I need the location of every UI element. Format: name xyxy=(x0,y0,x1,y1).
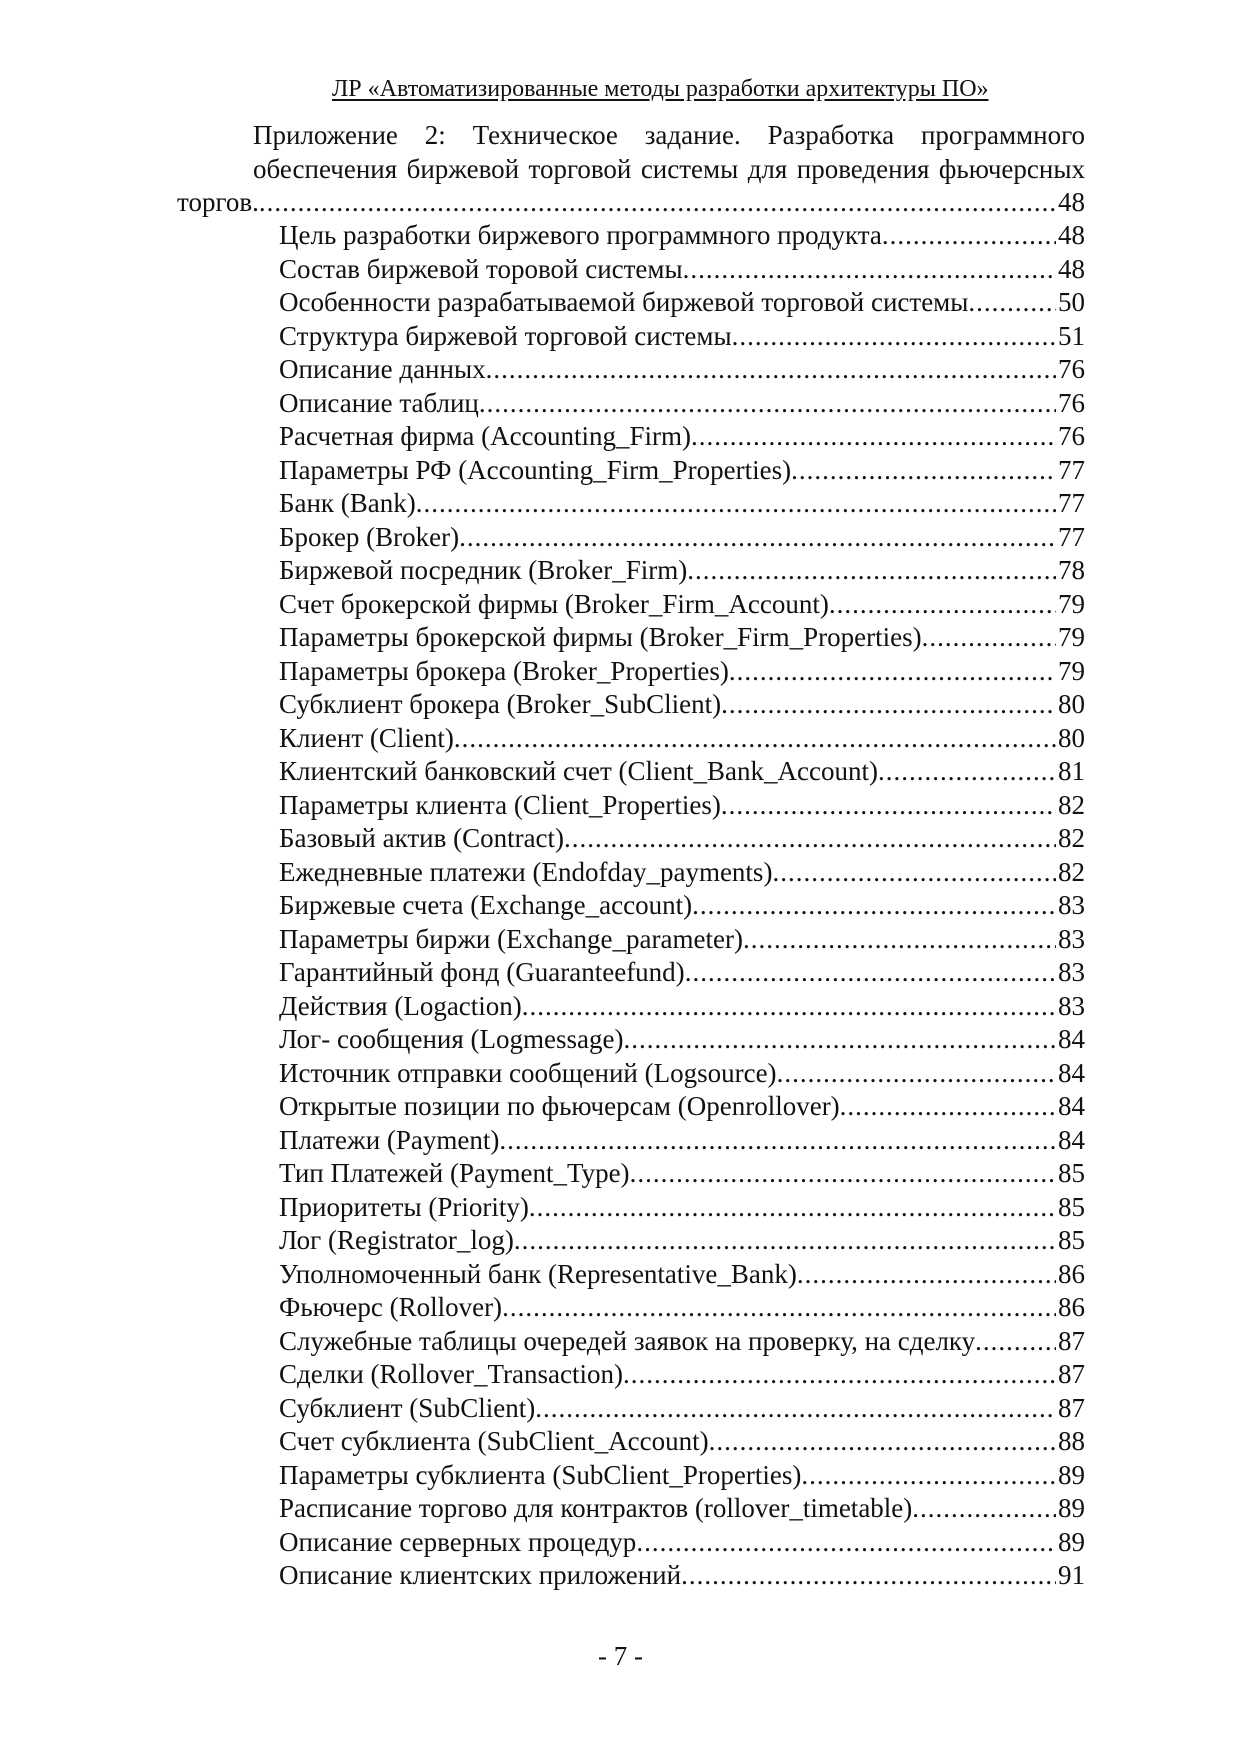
dot-leader xyxy=(630,1157,1056,1191)
toc-entry-title: Ежедневные платежи (Endofday_payments) xyxy=(279,856,773,887)
toc-entry[interactable] xyxy=(279,722,1085,756)
toc-entry-page: 48 xyxy=(1058,187,1085,217)
dot-leader xyxy=(522,990,1056,1024)
toc-entry[interactable] xyxy=(279,1191,1085,1225)
toc-entry-page: 48 xyxy=(1058,253,1085,284)
dot-leader xyxy=(729,655,1056,689)
toc-entry-title: Расписание торгово для контрактов (rollover_timetable) xyxy=(279,1493,913,1523)
toc-entry-page: 85 xyxy=(1058,1225,1085,1255)
dot-leader xyxy=(459,521,1056,555)
toc-entry-title: Цель разработки биржевого программного продукта xyxy=(279,220,882,250)
dot-leader xyxy=(416,487,1056,521)
dot-leader xyxy=(709,1425,1056,1459)
running-header: ЛР «Автоматизированные методы разработки архитектуры ПО» xyxy=(332,76,989,102)
toc-entry[interactable] xyxy=(279,1559,1085,1593)
toc-entry-title: Описание таблиц xyxy=(279,387,479,418)
dot-leader xyxy=(623,1023,1056,1057)
toc-entry-title: Источник отправки сообщений (Logsource) xyxy=(279,1057,777,1088)
toc-entry-title: Расчетная фирма (Accounting_Firm) xyxy=(279,421,692,451)
dot-leader xyxy=(732,320,1056,354)
toc-entry[interactable] xyxy=(279,1224,1085,1258)
toc-entry[interactable] xyxy=(279,1124,1085,1158)
toc-entry-title: Служебные таблицы очередей заявок на проверку, на сделку xyxy=(279,1325,976,1356)
toc-entry-title: Описание клиентских приложений xyxy=(279,1560,682,1590)
table-of-contents xyxy=(279,219,1085,1593)
toc-entry-page: 84 xyxy=(1058,1124,1085,1155)
toc-entry-title: Уполномоченный банк (Representative_Bank) xyxy=(279,1258,797,1289)
dot-leader xyxy=(535,1392,1056,1426)
toc-entry-page: 80 xyxy=(1058,722,1085,753)
appendix-heading-entry[interactable] xyxy=(177,186,1085,220)
toc-entry-title: Брокер (Broker) xyxy=(279,521,460,552)
toc-entry[interactable] xyxy=(279,789,1085,823)
dot-leader xyxy=(685,956,1056,990)
dot-leader xyxy=(772,856,1056,890)
toc-entry-title: Описание данных xyxy=(279,354,486,384)
dot-leader xyxy=(882,219,1056,253)
toc-entry[interactable] xyxy=(279,1090,1085,1124)
toc-entry[interactable] xyxy=(279,353,1085,387)
toc-entry[interactable] xyxy=(279,1459,1085,1493)
toc-entry-page: 76 xyxy=(1058,354,1085,384)
toc-entry[interactable] xyxy=(279,755,1085,789)
toc-entry-page: 80 xyxy=(1058,689,1085,719)
toc-entry-page: 86 xyxy=(1058,1258,1085,1289)
toc-entry-title: Клиент (Client) xyxy=(279,722,454,753)
toc-entry-title: Лог (Registrator_log) xyxy=(279,1225,514,1255)
toc-entry[interactable] xyxy=(279,387,1085,421)
toc-entry-page: 91 xyxy=(1058,1560,1085,1590)
dot-leader xyxy=(777,1057,1056,1091)
toc-entry-title: торгов. xyxy=(177,187,259,217)
toc-entry[interactable] xyxy=(279,1057,1085,1091)
toc-entry[interactable] xyxy=(279,1392,1085,1426)
toc-entry-title: Тип Платежей (Payment_Type) xyxy=(279,1158,630,1188)
toc-entry-page: 84 xyxy=(1058,1024,1085,1054)
dot-leader xyxy=(801,1459,1056,1493)
toc-entry-title: Фьючерс (Rollover) xyxy=(279,1292,503,1322)
toc-entry-title: Параметры биржи (Exchange_parameter) xyxy=(279,923,743,954)
toc-entry-page: 77 xyxy=(1058,454,1085,485)
toc-entry-title: Сделки (Rollover_Transaction) xyxy=(279,1359,623,1389)
toc-entry-title: Состав биржевой торовой системы xyxy=(279,253,683,284)
dot-leader xyxy=(683,253,1056,287)
dot-leader xyxy=(692,889,1056,923)
toc-entry[interactable] xyxy=(279,286,1085,320)
dot-leader xyxy=(502,1291,1056,1325)
dot-leader xyxy=(791,454,1056,488)
toc-entry-page: 83 xyxy=(1058,923,1085,954)
toc-entry-title: Параметры РФ (Accounting_Firm_Properties) xyxy=(279,454,792,485)
dot-leader xyxy=(623,1358,1056,1392)
toc-entry-title: Открытые позиции по фьючерсам (Openrollover) xyxy=(279,1091,840,1121)
toc-entry[interactable] xyxy=(279,822,1085,856)
toc-entry-title: Счет брокерской фирмы (Broker_Firm_Account) xyxy=(279,588,829,619)
toc-entry-page: 48 xyxy=(1058,220,1085,250)
dot-leader xyxy=(687,554,1056,588)
toc-entry-title: Гарантийный фонд (Guaranteefund) xyxy=(279,957,685,987)
toc-entry-page: 87 xyxy=(1058,1392,1085,1423)
toc-entry-title: Параметры брокера (Broker_Properties) xyxy=(279,655,729,686)
toc-entry[interactable] xyxy=(279,588,1085,622)
toc-entry-page: 83 xyxy=(1058,957,1085,987)
dot-leader xyxy=(721,789,1056,823)
dot-leader xyxy=(636,1526,1056,1560)
toc-entry-title: Банк (Bank) xyxy=(279,488,416,518)
toc-entry[interactable] xyxy=(279,1291,1085,1325)
toc-entry-page: 82 xyxy=(1058,789,1085,820)
toc-entry-title: Описание серверных процедур xyxy=(279,1526,637,1557)
toc-entry[interactable] xyxy=(279,621,1085,655)
dot-leader xyxy=(968,286,1056,320)
toc-entry[interactable] xyxy=(279,521,1085,555)
dot-leader xyxy=(479,387,1056,421)
toc-entry[interactable] xyxy=(279,1023,1085,1057)
toc-entry-title: Приоритеты (Priority) xyxy=(279,1191,529,1222)
toc-entry-page: 79 xyxy=(1058,655,1085,686)
dot-leader xyxy=(259,186,1056,220)
toc-entry-title: Лог- сообщения (Logmessage) xyxy=(279,1024,624,1054)
dot-leader xyxy=(499,1124,1056,1158)
dot-leader xyxy=(829,588,1056,622)
toc-entry-page: 79 xyxy=(1058,622,1085,652)
toc-entry-page: 89 xyxy=(1058,1459,1085,1490)
toc-entry-title: Счет субклиента (SubClient_Account) xyxy=(279,1426,709,1456)
toc-entry-page: 87 xyxy=(1058,1325,1085,1356)
toc-entry-page: 86 xyxy=(1058,1292,1085,1322)
appendix-heading xyxy=(177,119,1085,220)
dot-leader xyxy=(721,688,1056,722)
toc-entry-page: 79 xyxy=(1058,588,1085,619)
toc-entry[interactable] xyxy=(279,956,1085,990)
toc-entry[interactable] xyxy=(279,420,1085,454)
toc-entry-page: 76 xyxy=(1058,421,1085,451)
toc-entry-page: 77 xyxy=(1058,488,1085,518)
toc-entry-page: 50 xyxy=(1058,287,1085,317)
toc-entry[interactable] xyxy=(279,1425,1085,1459)
toc-entry-title: Биржевой посредник (Broker_Firm) xyxy=(279,555,688,585)
toc-entry-page: 84 xyxy=(1058,1091,1085,1121)
dot-leader xyxy=(454,722,1056,756)
toc-entry-page: 76 xyxy=(1058,387,1085,418)
toc-entry-page: 88 xyxy=(1058,1426,1085,1456)
dot-leader xyxy=(529,1191,1056,1225)
toc-entry[interactable] xyxy=(279,1526,1085,1560)
toc-entry-page: 85 xyxy=(1058,1158,1085,1188)
appendix-heading-line-2: обеспечения биржевой торговой системы для проведения фьючерсных xyxy=(253,153,1085,184)
appendix-heading-line-1: Приложение 2: Техническое задание. Разработка программного xyxy=(253,120,1085,150)
toc-entry[interactable] xyxy=(279,856,1085,890)
toc-entry-page: 77 xyxy=(1058,521,1085,552)
toc-entry[interactable] xyxy=(279,253,1085,287)
toc-entry-title: Параметры клиента (Client_Properties) xyxy=(279,789,721,820)
toc-entry[interactable] xyxy=(279,1492,1085,1526)
toc-entry-title: Субклиент брокера (Broker_SubClient) xyxy=(279,689,722,719)
dot-leader xyxy=(975,1325,1056,1359)
toc-entry-page: 89 xyxy=(1058,1526,1085,1557)
toc-entry[interactable] xyxy=(279,1325,1085,1359)
toc-entry-title: Особенности разрабатываемой биржевой торговой системы xyxy=(279,287,969,317)
toc-entry-title: Параметры субклиента (SubClient_Properties) xyxy=(279,1459,802,1490)
toc-entry-page: 87 xyxy=(1058,1359,1085,1389)
toc-entry-page: 78 xyxy=(1058,555,1085,585)
toc-entry-page: 89 xyxy=(1058,1493,1085,1523)
toc-entry-title: Субклиент (SubClient) xyxy=(279,1392,536,1423)
dot-leader xyxy=(681,1559,1056,1593)
toc-entry-page: 82 xyxy=(1058,856,1085,887)
toc-entry-title: Структура биржевой торговой системы xyxy=(279,320,732,351)
toc-entry[interactable] xyxy=(279,454,1085,488)
toc-entry[interactable] xyxy=(279,889,1085,923)
toc-entry-title: Параметры брокерской фирмы (Broker_Firm_Properties) xyxy=(279,622,922,652)
toc-entry-title: Базовый актив (Contract) xyxy=(279,823,565,853)
toc-entry-page: 81 xyxy=(1058,756,1085,786)
dot-leader xyxy=(878,755,1056,789)
dot-leader xyxy=(840,1090,1056,1124)
toc-entry-title: Действия (Logaction) xyxy=(279,990,522,1021)
dot-leader xyxy=(486,353,1056,387)
toc-entry[interactable] xyxy=(279,923,1085,957)
toc-entry-title: Платежи (Payment) xyxy=(279,1124,500,1155)
toc-entry[interactable] xyxy=(279,487,1085,521)
toc-entry-title: Биржевые счета (Exchange_account) xyxy=(279,890,693,920)
dot-leader xyxy=(743,923,1056,957)
toc-entry-page: 83 xyxy=(1058,890,1085,920)
dot-leader xyxy=(514,1224,1056,1258)
toc-entry-page: 83 xyxy=(1058,990,1085,1021)
toc-entry[interactable] xyxy=(279,320,1085,354)
toc-entry[interactable] xyxy=(279,554,1085,588)
page-number: - 7 - xyxy=(598,1641,643,1671)
toc-entry[interactable] xyxy=(279,990,1085,1024)
toc-entry-title: Клиентский банковский счет (Client_Bank_Account) xyxy=(279,756,878,786)
toc-entry-page: 82 xyxy=(1058,823,1085,853)
toc-entry[interactable] xyxy=(279,1157,1085,1191)
toc-entry-page: 84 xyxy=(1058,1057,1085,1088)
toc-entry-page: 85 xyxy=(1058,1191,1085,1222)
toc-entry[interactable] xyxy=(279,1258,1085,1292)
dot-leader xyxy=(922,621,1056,655)
dot-leader xyxy=(564,822,1056,856)
dot-leader xyxy=(691,420,1056,454)
dot-leader xyxy=(797,1258,1056,1292)
toc-entry[interactable] xyxy=(279,655,1085,689)
toc-entry[interactable] xyxy=(279,219,1085,253)
toc-entry[interactable] xyxy=(279,688,1085,722)
toc-entry-page: 51 xyxy=(1058,320,1085,351)
toc-entry[interactable] xyxy=(279,1358,1085,1392)
dot-leader xyxy=(912,1492,1056,1526)
